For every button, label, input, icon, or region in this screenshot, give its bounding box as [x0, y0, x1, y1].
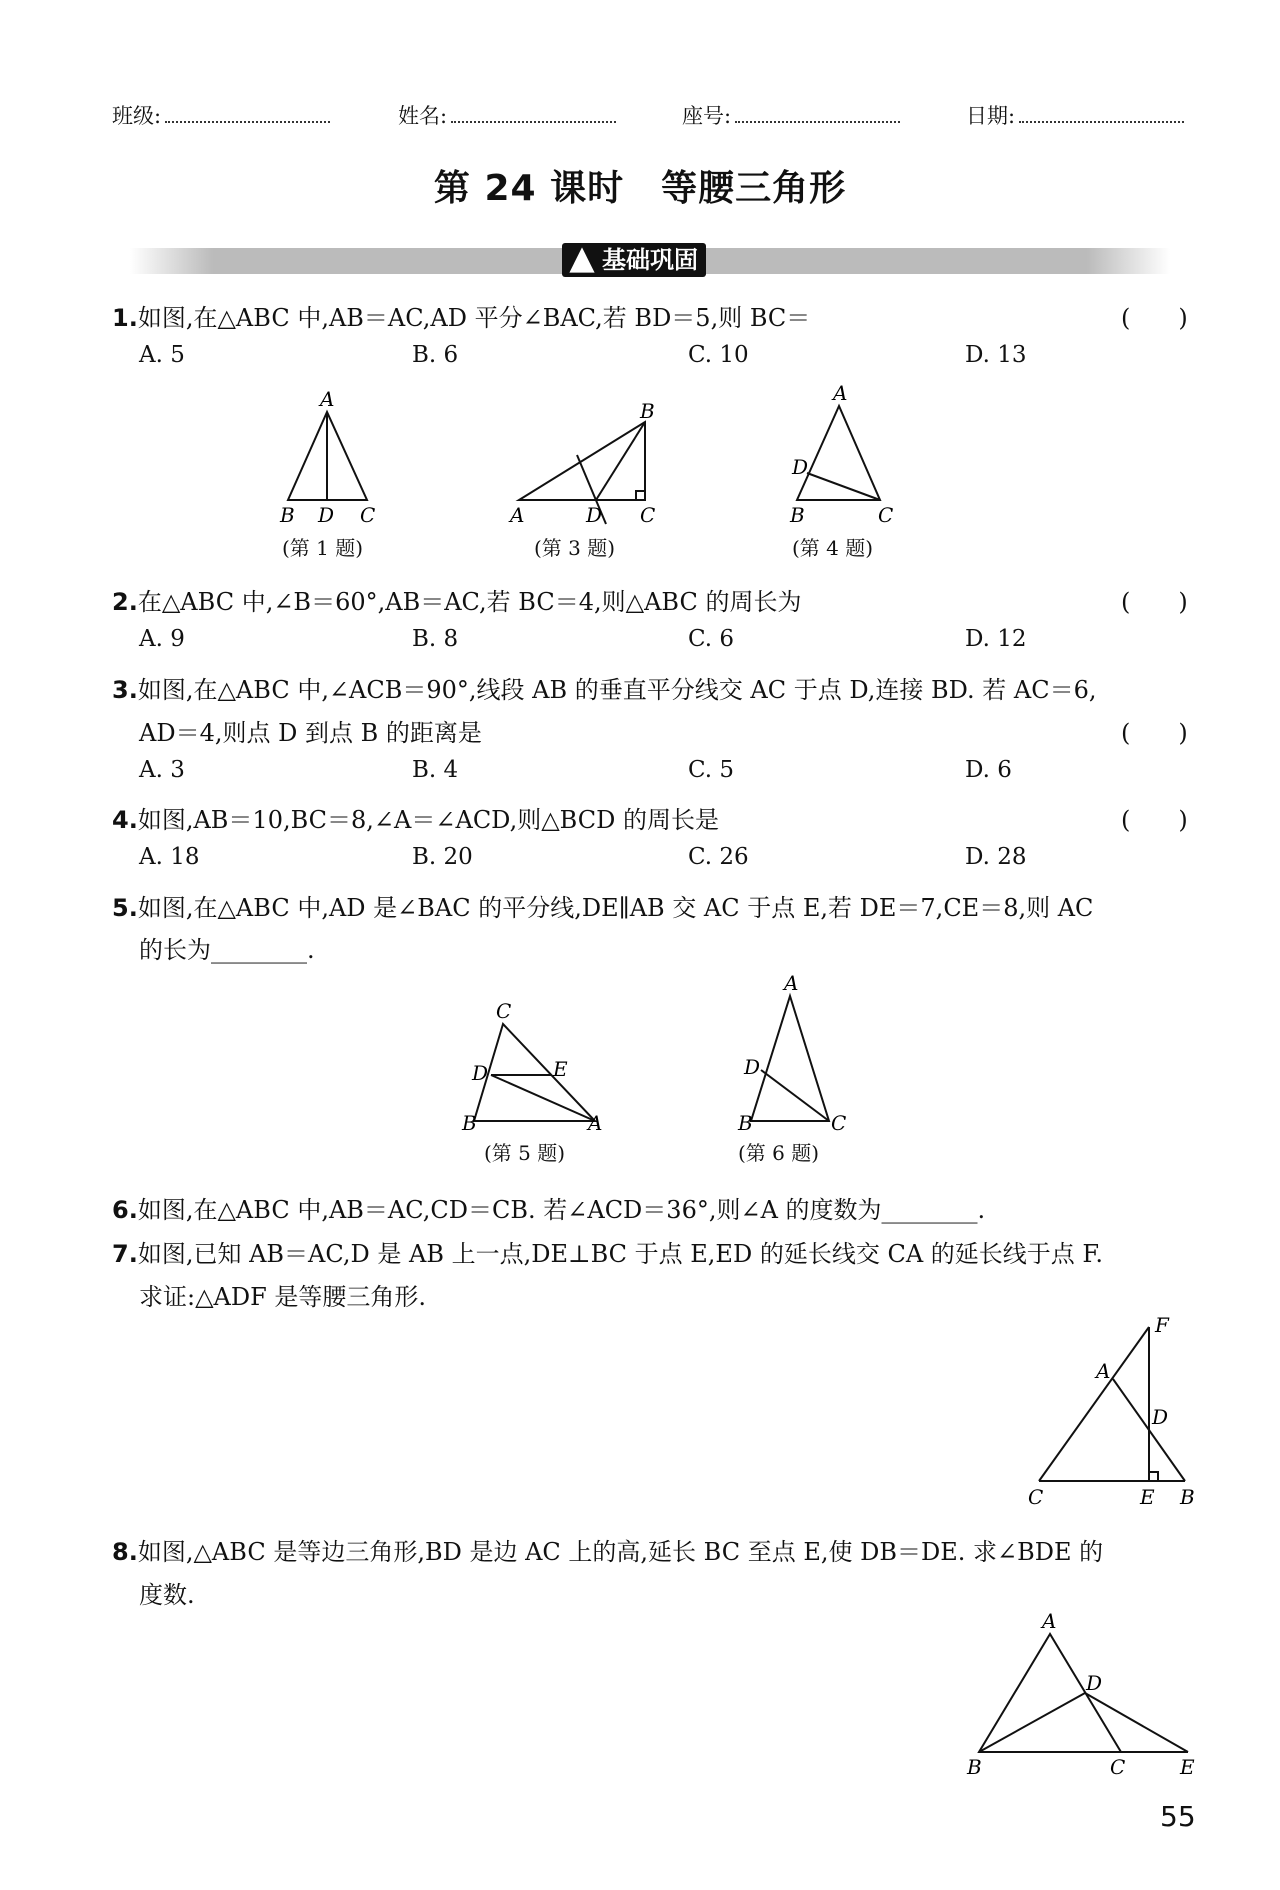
svg-text:B: B — [1180, 1485, 1195, 1509]
figure-3 — [508, 399, 655, 527]
section-label: 基础巩固 — [602, 246, 698, 274]
svg-text:E: E — [553, 1057, 568, 1081]
svg-text:D: D — [792, 455, 809, 479]
figure-5 — [461, 999, 602, 1135]
option-d: D. 12 — [965, 626, 1027, 652]
question-3: 3.如图,在△ABC 中,∠ACB＝90°,线段 AB 的垂直平分线交 AC 于点 D,连接 BD. 若 AC＝6, — [112, 676, 1097, 704]
svg-text:C: C — [640, 503, 656, 527]
option-c: C. 26 — [688, 844, 749, 870]
answer-paren-2[interactable]: ( ) — [1121, 588, 1188, 616]
figure-5-caption: (第 5 题) — [484, 1141, 566, 1165]
page-number: 55 — [1160, 1800, 1196, 1833]
question-2: 2.在△ABC 中,∠B＝60°,AB＝AC,若 BC＝4,则△ABC 的周长为 — [112, 588, 802, 616]
svg-text:A: A — [1096, 1359, 1111, 1383]
figure-4-caption: (第 4 题) — [792, 536, 874, 560]
question-5: 5.如图,在△ABC 中,AD 是∠BAC 的平分线,DE∥AB 交 AC 于点 E,若 DE＝7,CE＝8,则 AC — [112, 894, 1094, 922]
option-b: B. 6 — [412, 342, 459, 368]
figure-6-caption: (第 6 题) — [738, 1141, 820, 1165]
svg-text:B: B — [462, 1111, 477, 1135]
question-7: 7.如图,已知 AB＝AC,D 是 AB 上一点,DE⊥BC 于点 E,ED 的延长线交 CA 的延长线于点 F. — [112, 1240, 1103, 1268]
option-a: A. 9 — [139, 626, 185, 652]
svg-text:B: B — [790, 503, 805, 527]
figure-8 — [966, 1609, 1195, 1779]
svg-text:D: D — [472, 1061, 489, 1085]
question-4: 4.如图,AB＝10,BC＝8,∠A＝∠ACD,则△BCD 的周长是 — [112, 806, 719, 834]
answer-paren-3[interactable]: ( ) — [1121, 719, 1188, 747]
svg-text:E: E — [1140, 1485, 1155, 1509]
svg-text:D: D — [744, 1055, 761, 1079]
question-3-line-2: AD＝4,则点 D 到点 B 的距离是 — [139, 719, 482, 747]
name-label: 姓名: — [398, 104, 448, 128]
svg-text:C: C — [360, 503, 376, 527]
option-a: A. 3 — [139, 757, 185, 783]
figure-1 — [279, 387, 375, 527]
figure-3-caption: (第 3 题) — [534, 536, 616, 560]
option-a: A. 5 — [139, 342, 185, 368]
svg-text:C: C — [1028, 1485, 1044, 1509]
question-5-line-2[interactable]: 的长为________. — [139, 936, 315, 964]
svg-text:D: D — [1152, 1405, 1169, 1429]
figure-7 — [1028, 1313, 1195, 1509]
svg-text:C: C — [831, 1111, 847, 1135]
svg-text:A: A — [1042, 1609, 1057, 1633]
question-7-line-2: 求证:△ADF 是等腰三角形. — [139, 1283, 427, 1311]
question-8-line-2: 度数. — [139, 1581, 195, 1609]
svg-text:B: B — [738, 1111, 753, 1135]
option-b: B. 8 — [412, 626, 459, 652]
question-1: 1.如图,在△ABC 中,AB＝AC,AD 平分∠BAC,若 BD＝5,则 BC＝ — [112, 304, 811, 332]
option-c: C. 10 — [688, 342, 749, 368]
svg-text:C: C — [496, 999, 512, 1023]
svg-text:B: B — [280, 503, 295, 527]
answer-paren-4[interactable]: ( ) — [1121, 806, 1188, 834]
option-c: C. 5 — [688, 757, 735, 783]
svg-text:C: C — [878, 503, 894, 527]
option-d: D. 13 — [965, 342, 1027, 368]
svg-text:A: A — [320, 387, 335, 411]
option-b: B. 4 — [412, 757, 459, 783]
svg-text:B: B — [640, 399, 655, 423]
answer-paren-1[interactable]: ( ) — [1121, 304, 1188, 332]
option-d: D. 28 — [965, 844, 1027, 870]
svg-text:C: C — [1110, 1755, 1126, 1779]
option-b: B. 20 — [412, 844, 473, 870]
option-a: A. 18 — [139, 844, 200, 870]
date-label: 日期: — [966, 104, 1016, 128]
svg-text:E: E — [1180, 1755, 1195, 1779]
option-d: D. 6 — [965, 757, 1012, 783]
svg-text:D: D — [1086, 1671, 1103, 1695]
figure-1-caption: (第 1 题) — [282, 536, 364, 560]
svg-text:B: B — [967, 1755, 982, 1779]
svg-text:A: A — [833, 381, 848, 405]
svg-text:D: D — [586, 503, 603, 527]
svg-text:A: A — [784, 971, 799, 995]
svg-text:D: D — [318, 503, 335, 527]
question-6[interactable]: 6.如图,在△ABC 中,AB＝AC,CD＝CB. 若∠ACD＝36°,则∠A 的度数为________. — [112, 1196, 986, 1224]
svg-text:A: A — [588, 1111, 603, 1135]
svg-text:F: F — [1155, 1313, 1169, 1337]
seat-label: 座号: — [682, 104, 732, 128]
figure-6 — [737, 971, 846, 1135]
figure-4 — [789, 381, 893, 527]
page-title: 第 24 课时 等腰三角形 — [433, 168, 847, 209]
class-label: 班级: — [112, 104, 162, 128]
svg-text:A: A — [510, 503, 525, 527]
question-8: 8.如图,△ABC 是等边三角形,BD 是边 AC 上的高,延长 BC 至点 E,使 DB＝DE. 求∠BDE 的 — [112, 1538, 1104, 1566]
option-c: C. 6 — [688, 626, 735, 652]
